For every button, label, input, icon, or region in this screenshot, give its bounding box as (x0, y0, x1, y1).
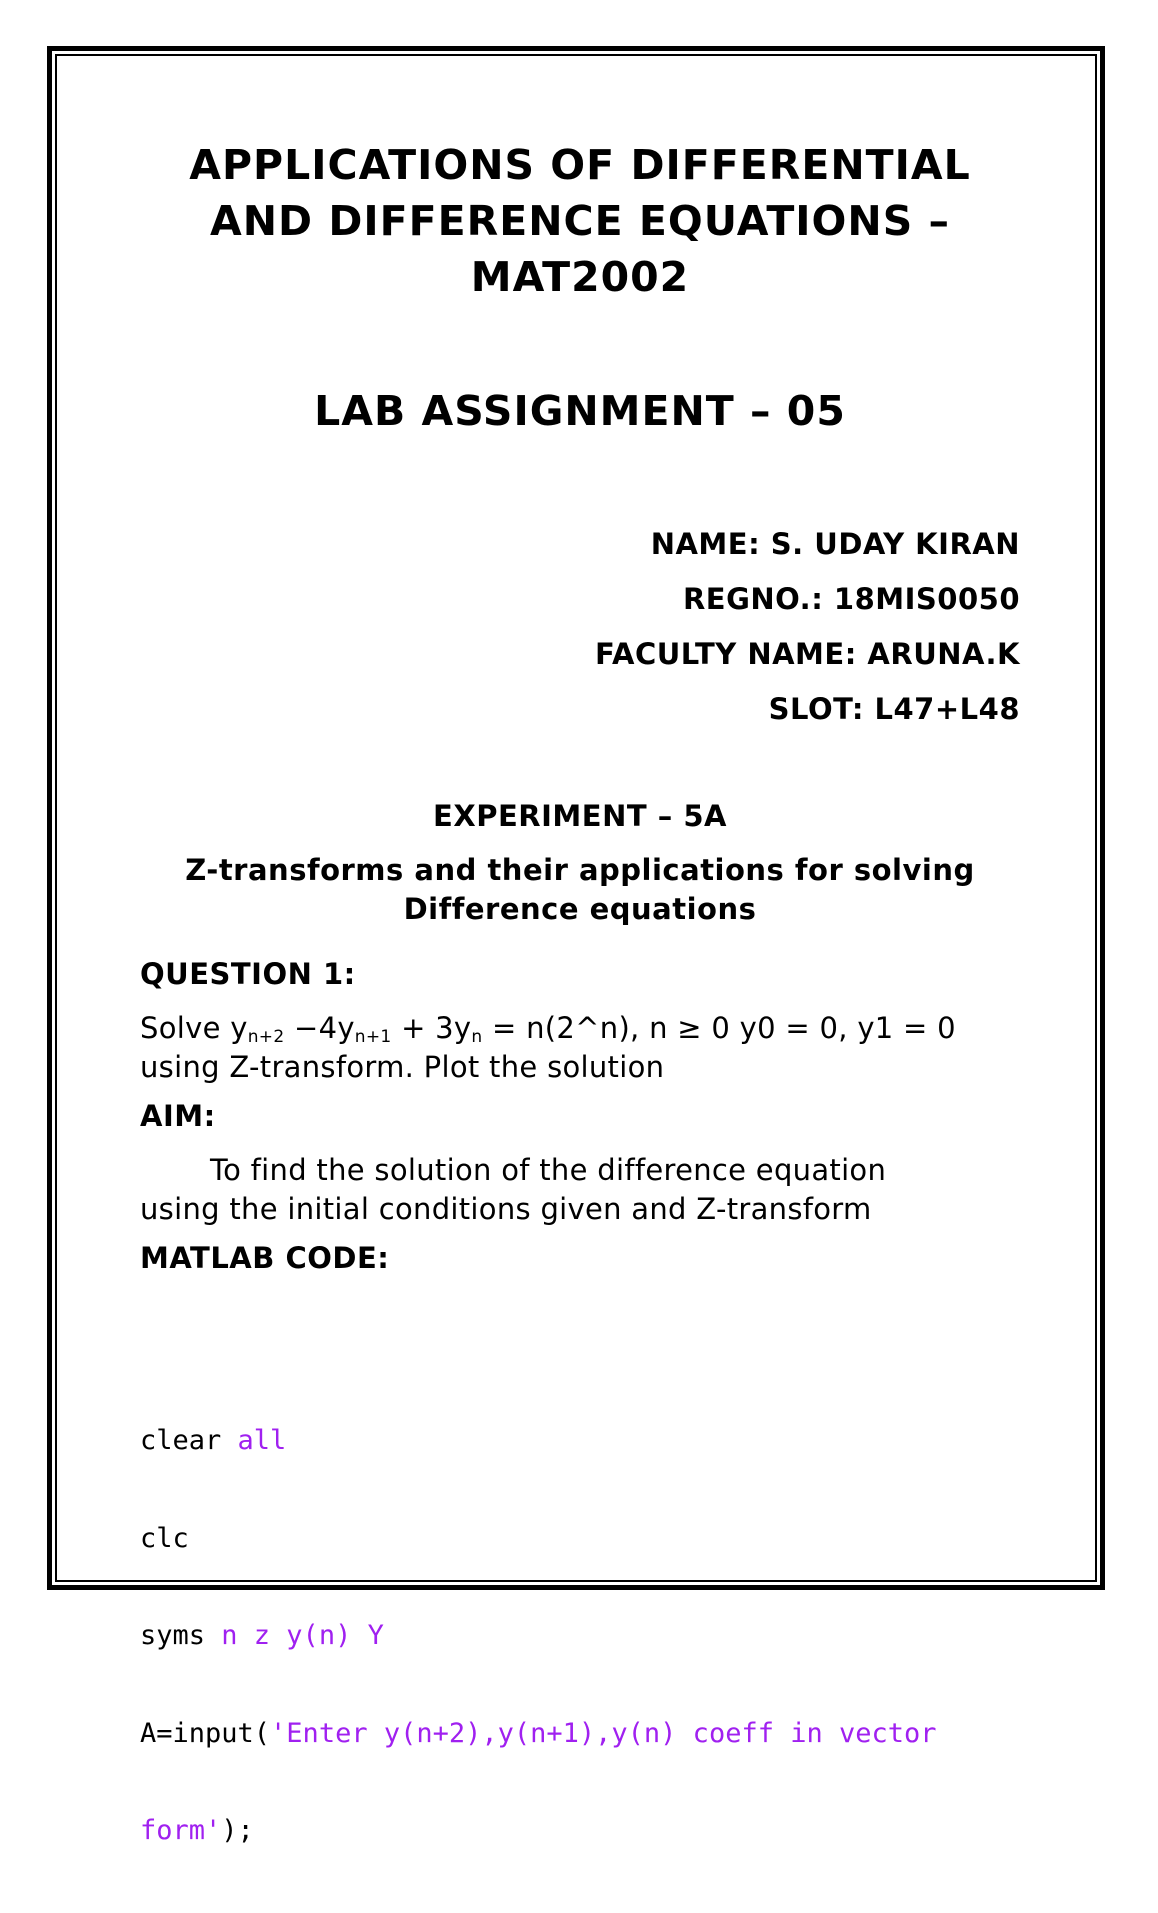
code-line-1: clear all (140, 1425, 287, 1456)
faculty-name: FACULTY NAME: ARUNA.K (595, 637, 1020, 671)
aim-line-1: To find the solution of the difference equation (210, 1153, 887, 1187)
matlab-code-block (140, 1360, 1020, 1913)
code-line-5: form'); (140, 1815, 254, 1846)
experiment-subtitle (140, 851, 1020, 929)
aim-heading: AIM: (140, 1099, 216, 1133)
question-heading: QUESTION 1: (140, 957, 356, 991)
lab-slot: SLOT: L47+L48 (768, 692, 1020, 726)
question-line-2: using Z-transform. Plot the solution (140, 1050, 665, 1084)
code-line-4: A=input('Enter y(n+2),y(n+1),y(n) coeff in vector (140, 1717, 937, 1749)
student-name: NAME: S. UDAY KIRAN (650, 527, 1020, 561)
matlab-code-heading: MATLAB CODE: (140, 1241, 390, 1275)
course-title-line-1: APPLICATIONS OF DIFFERENTIAL (189, 141, 971, 189)
experiment-title: EXPERIMENT – 5A (433, 799, 727, 833)
aim-text (140, 1151, 1020, 1229)
experiment-subtitle-line-1: Z-transforms and their applications for solving (185, 853, 975, 887)
course-title-line-3: MAT2002 (470, 253, 690, 301)
question-line-1: Solve $y_{n+2} -4y_{n+1} + 3y_n$ = n(2^n), n ≥ 0 y0 = 0, y1 = 0 (140, 1011, 956, 1047)
code-line-3: syms n z y(n) Y (140, 1620, 384, 1651)
course-title (140, 137, 1020, 305)
course-title-line-2: AND DIFFERENCE EQUATIONS – (209, 197, 951, 245)
experiment-subtitle-line-2: Difference equations (403, 892, 757, 926)
code-line-2: clc (140, 1522, 189, 1554)
student-regno: REGNO.: 18MIS0050 (682, 582, 1020, 616)
aim-line-2: using the initial conditions given and Z-transform (140, 1192, 872, 1226)
lab-assignment-title: LAB ASSIGNMENT – 05 (314, 387, 846, 435)
student-info (140, 524, 1020, 744)
question-text (140, 1009, 1020, 1087)
